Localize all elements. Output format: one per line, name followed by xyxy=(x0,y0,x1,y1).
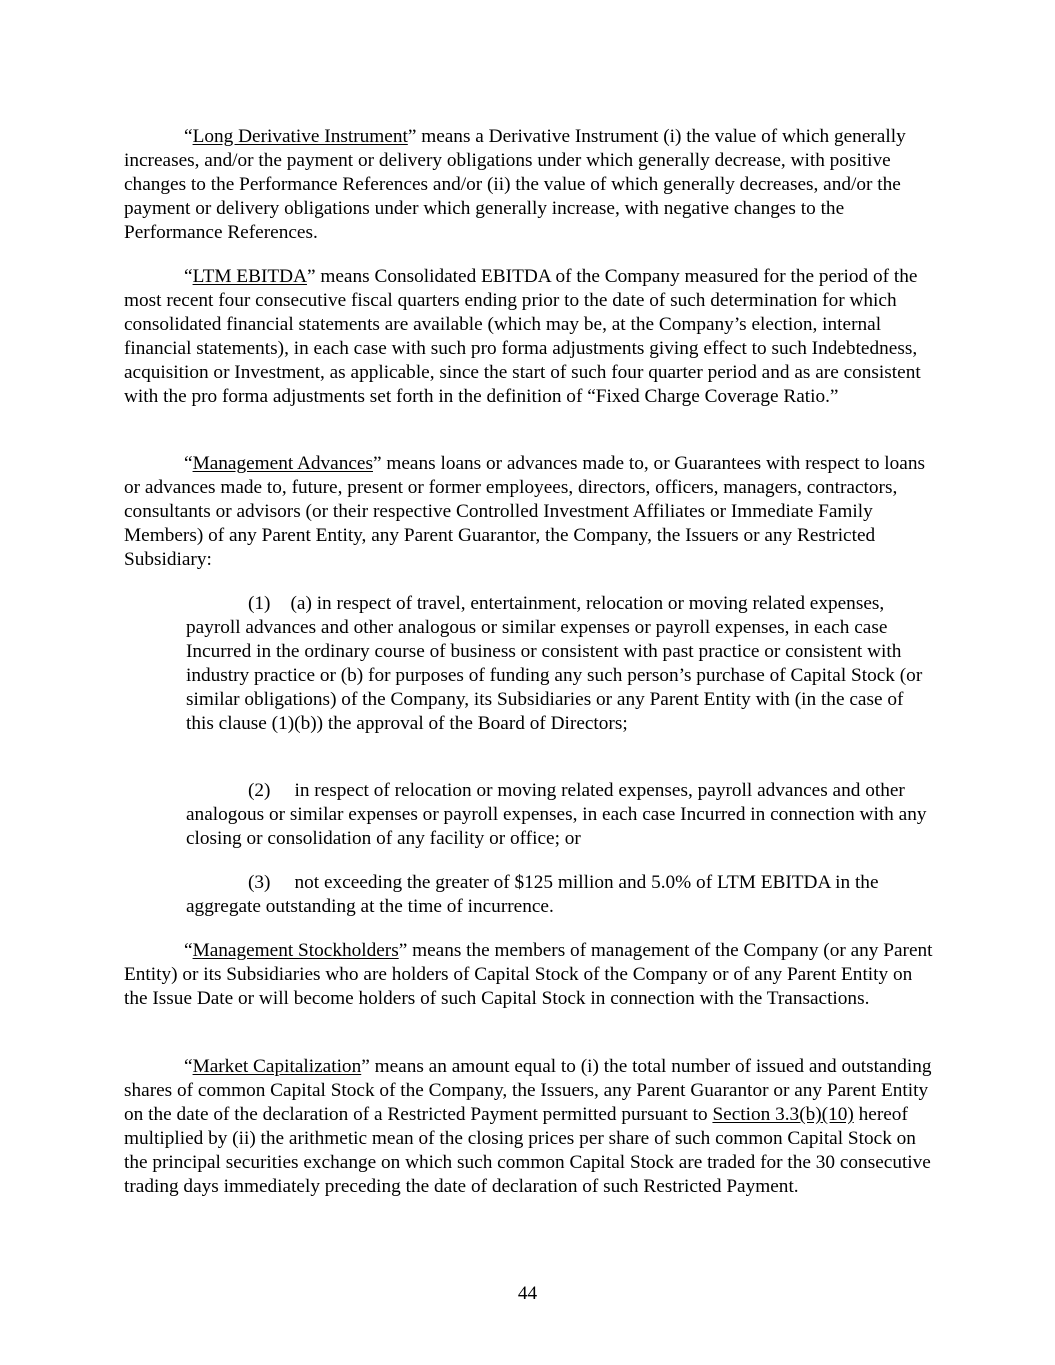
defined-term: Market Capitalization xyxy=(192,1056,362,1077)
open-quote: “ xyxy=(184,266,193,287)
definition-text: ” means the members of management of the Company (or any Parent Entity) or its Subsidiaries who are holders of Capital Stock of the Company or of any Parent Entity on the Issue Date or will become holders of such Capital Stock in connection with the Transactions. xyxy=(124,940,933,1009)
open-quote: “ xyxy=(184,940,193,961)
definition-management-stockholders xyxy=(124,939,934,1011)
definition-text: ” means an amount equal to (i) the total number of issued and outstanding shares of common Capital Stock of the Company, the Issuers, any Parent Guarantor or any Parent Entity on the date of the declaration of a Restricted Payment permitted pursuant to xyxy=(124,1056,932,1125)
page-number: 44 xyxy=(517,1283,538,1304)
defined-term: Long Derivative Instrument xyxy=(192,126,408,147)
clause-text: not exceeding the greater of $125 million and 5.0% of LTM EBITDA in the aggregate outstanding at the time of incurrence. xyxy=(186,872,879,917)
clause-2 xyxy=(186,779,934,851)
clause-number: (2) xyxy=(248,780,271,801)
open-quote: “ xyxy=(184,453,193,474)
definition-ltm-ebitda xyxy=(124,265,934,408)
definition-text: ” means loans or advances made to, or Guarantees with respect to loans or advances made to, future, present or former employees, directors, officers, managers, contractors, consultants or advisors (or their respective Controlled Investment Affiliates or Immediate Family Members) of any Parent Entity, any Parent Guarantor, the Company, the Issuers or any Restricted Subsidiary: xyxy=(124,453,926,570)
clause-3 xyxy=(186,871,934,919)
definition-text-continued: hereof multiplied by (ii) the arithmetic mean of the closing prices per share of such common Capital Stock on the principal securities exchange on which such common Capital Stock are traded for the 30 consecutive trading days immediately preceding the date of declaration of such Restricted Payment. xyxy=(124,1103,931,1197)
open-quote: “ xyxy=(184,126,193,147)
clause-number: (3) xyxy=(248,872,271,893)
definition-market-capitalization xyxy=(124,1055,934,1198)
definition-text: ” means Consolidated EBITDA of the Company measured for the period of the most recent four consecutive fiscal quarters ending prior to the date of such determination for which consolidated financial statements are available (which may be, at the Company’s election, internal financial statements), in each case with such pro forma adjustments giving effect to such Indebtedness, acquisition or Investment, as applicable, since the start of such four quarter period and as are consistent with the pro forma adjustments set forth in the definition of “Fixed Charge Coverage Ratio.” xyxy=(124,266,921,407)
clause-number: (1) xyxy=(248,593,271,614)
definition-management-advances xyxy=(124,452,934,572)
section-reference-link[interactable]: Section 3.3(b)(10) xyxy=(712,1103,854,1125)
clause-text: (a) in respect of travel, entertainment, relocation or moving related expenses, payroll advances and other analogous or similar expenses or payroll expenses, in each case Incurred in the ordinary course of business or consistent with past practice or consistent with industry practice or (b) for purposes of funding any such person’s purchase of Capital Stock (or similar obligations) of the Company, its Subsidiaries or any Parent Entity with (in the case of this clause (1)(b)) the approval of the Board of Directors; xyxy=(186,593,923,734)
clause-1 xyxy=(186,592,934,735)
defined-term: Management Advances xyxy=(192,453,373,474)
clause-text: in respect of relocation or moving related expenses, payroll advances and other analogous or similar expenses or payroll expenses, in each case Incurred in connection with any closing or consolidation of any facility or office; or xyxy=(186,780,927,849)
open-quote: “ xyxy=(184,1056,193,1077)
defined-term: LTM EBITDA xyxy=(192,266,307,287)
defined-term: Management Stockholders xyxy=(192,940,399,961)
definition-long-derivative-instrument xyxy=(124,125,934,245)
definition-text: ” means a Derivative Instrument (i) the value of which generally increases, and/or the payment or delivery obligations under which generally decrease, with positive changes to the Performance References and/or (ii) the value of which generally decreases, and/or the payment or delivery obligations under which generally increase, with negative changes to the Performance References. xyxy=(124,126,906,243)
